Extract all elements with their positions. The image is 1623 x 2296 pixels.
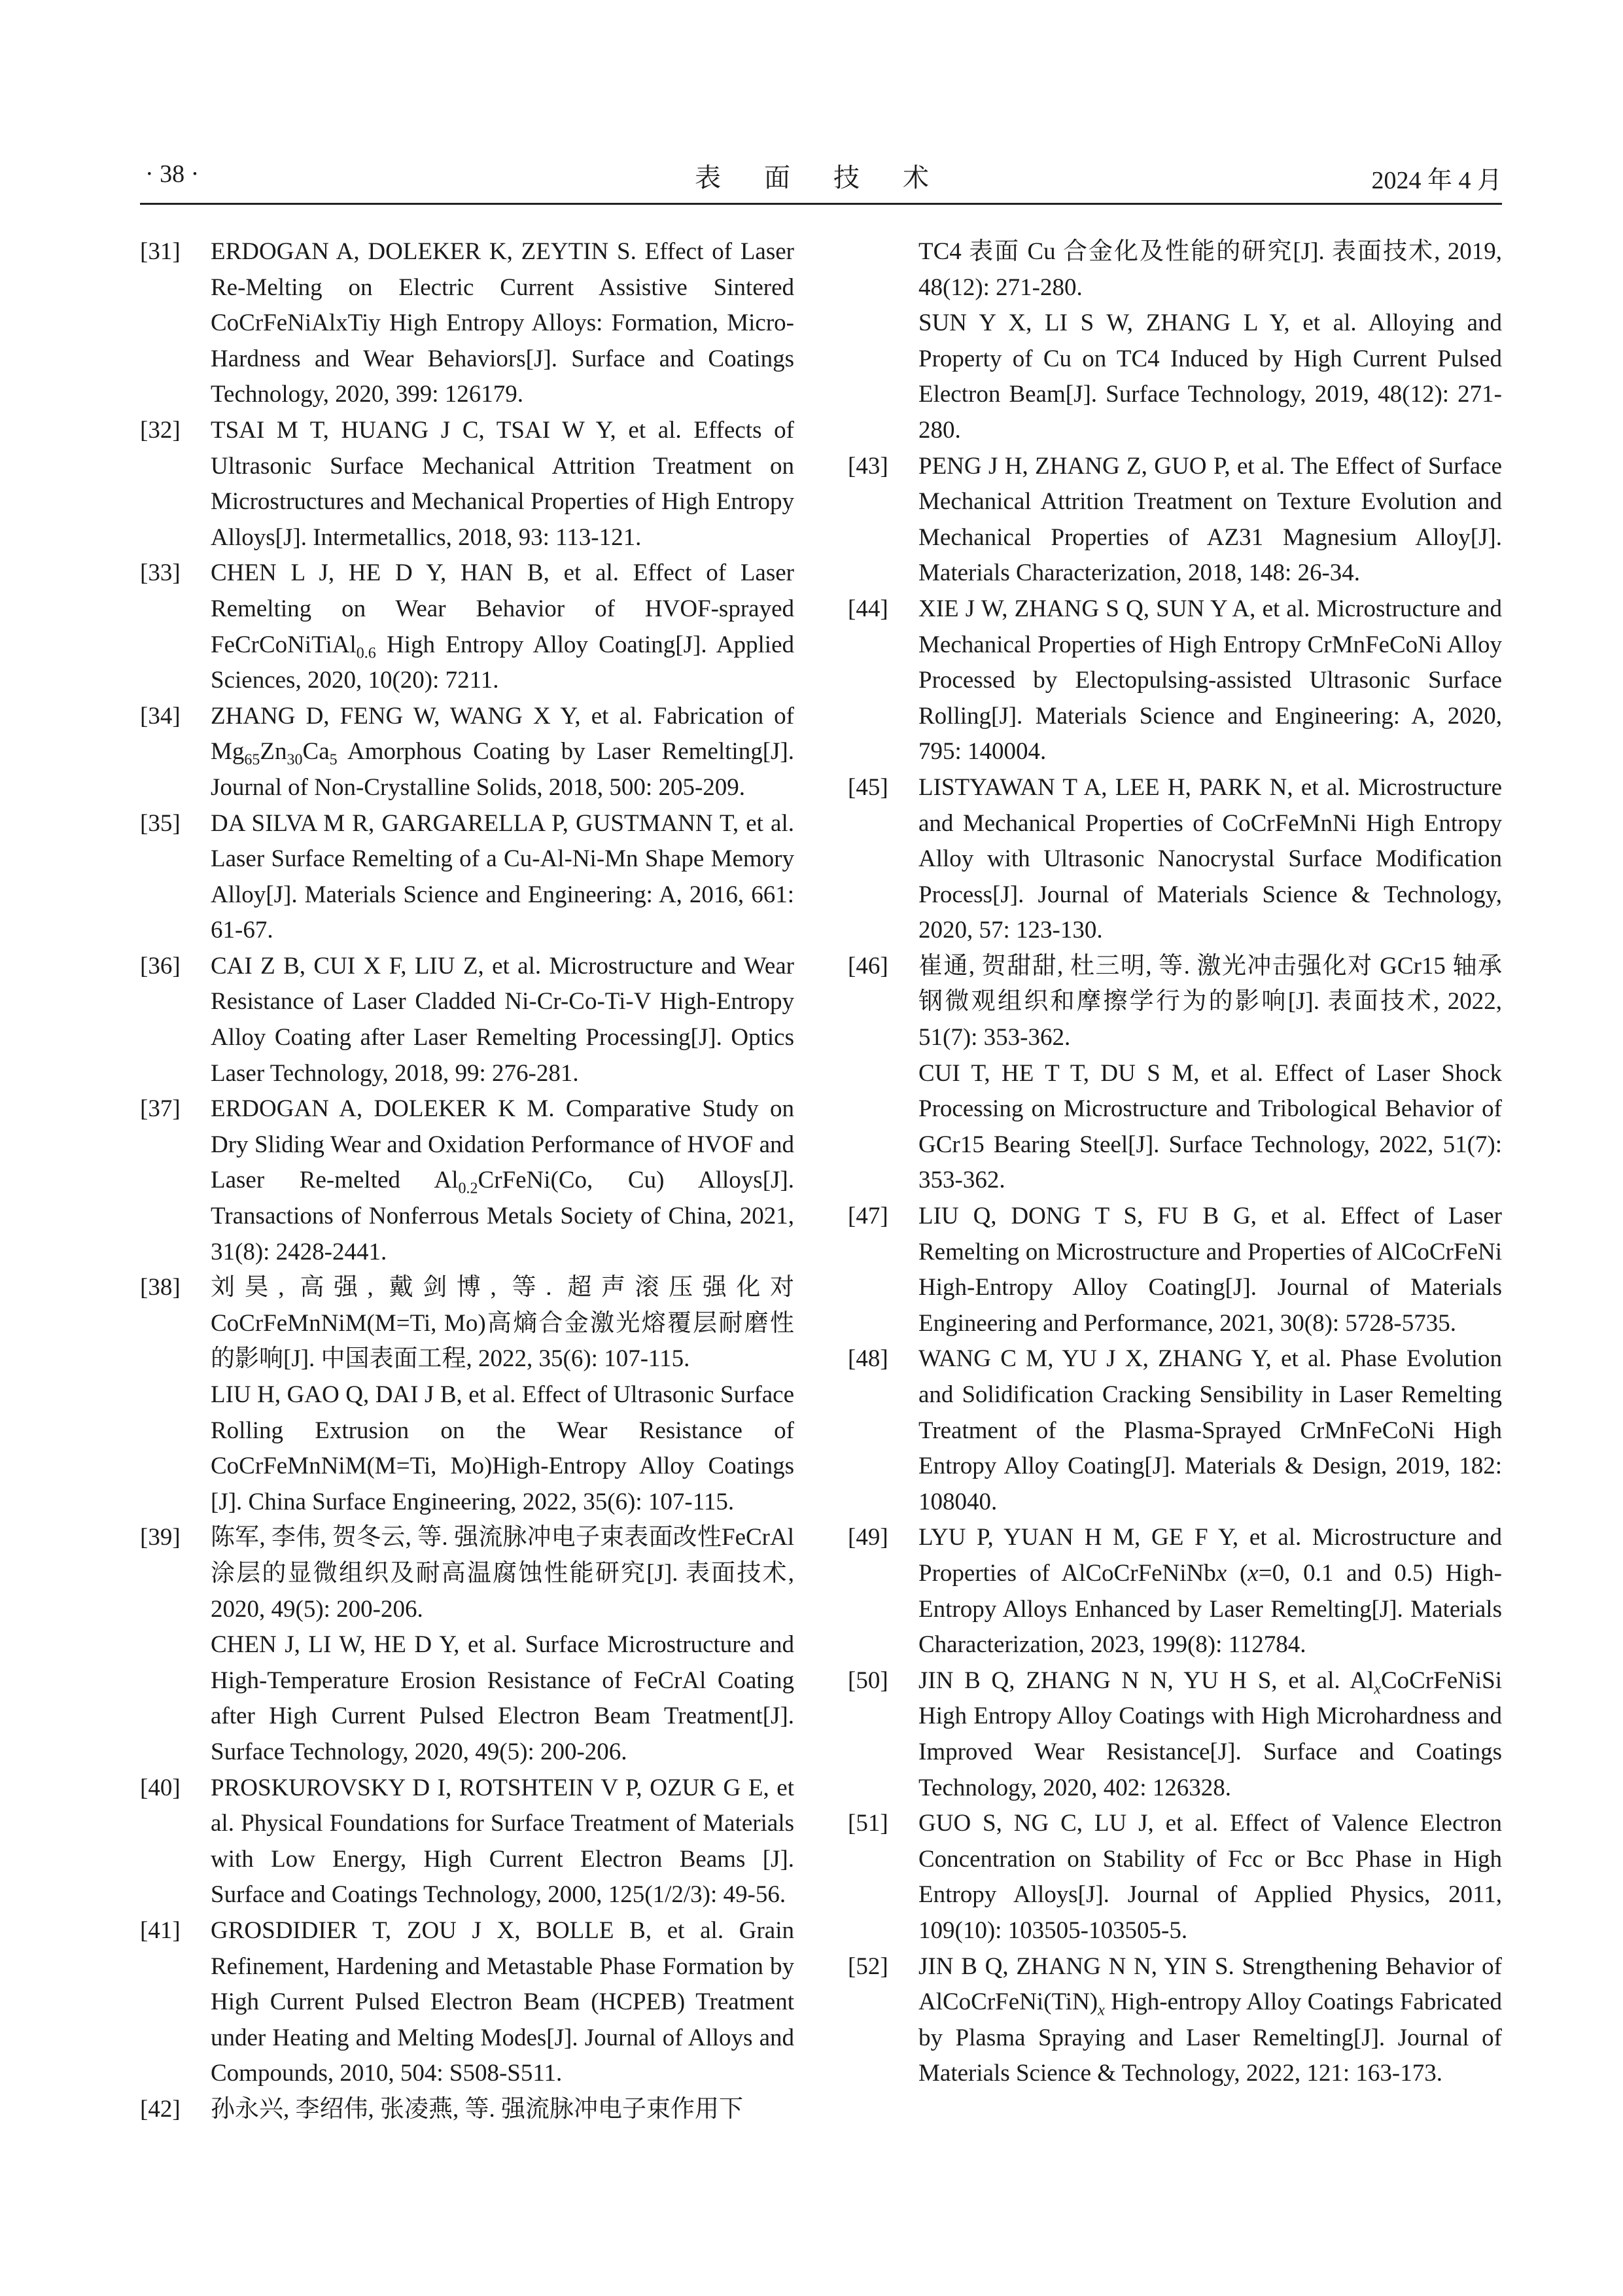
reference-item: [140, 413, 794, 556]
reference-item: [140, 699, 794, 806]
reference-text: LISTYAWAN T A, LEE H, PARK N, et al. Microstructure and Mechanical Properties of CoCrFeMnNi High Entropy Alloy with Ultrasonic Nanocrystal Surface Modification Process[J]. Journal of Materials Science & Technology, 2020, 57: 123-130.: [918, 773, 1502, 944]
reference-number: [34]: [140, 702, 181, 730]
reference-number: [49]: [848, 1524, 888, 1551]
reference-text: XIE J W, ZHANG S Q, SUN Y A, et al. Microstructure and Mechanical Properties of High Entropy CrMnFeCoNi Alloy Processed by Electopulsing-assisted Ultrasonic Surface Rolling[J]. Materials Science and Engineering: A, 2020, 795: 140004.: [918, 595, 1502, 766]
reference-number: [35]: [140, 809, 181, 837]
reference-continuation: [848, 234, 1502, 449]
reference-item: [140, 2092, 794, 2128]
reference-number: [42]: [140, 2095, 181, 2123]
reference-number: [37]: [140, 1095, 181, 1123]
reference-number: [50]: [848, 1667, 888, 1694]
reference-number: [43]: [848, 452, 888, 480]
reference-item: [848, 949, 1502, 1199]
reference-text: JIN B Q, ZHANG N N, YU H S, et al. $Al_xCoCrFeNiSi$ High Entropy Alloy Coatings with High Microhardness and Improved Wear Resistance[J]. Surface and Coatings Technology, 2020, 402: 126328.: [918, 1667, 1502, 1801]
reference-text: GUO S, NG C, LU J, et al. Effect of Valence Electron Concentration on Stability of Fcc or Bcc Phase in High Entropy Alloys[J]. Journal of Applied Physics, 2011, 109(10): 103505-103505-5.: [918, 1810, 1502, 1944]
right-column-references: [848, 234, 1502, 2092]
reference-text: 孙永兴, 李绍伟, 张凌燕, 等. 强流脉冲电子束作用下: [211, 2095, 743, 2123]
reference-text: ZHANG D, FENG W, WANG X Y, et al. Fabrication of $Mg_{65}Zn_{30}Ca_5$ Amorphous Coating by Laser Remelting[J]. Journal of Non-Crystalline Solids, 2018, 500: 205-209.: [211, 702, 794, 801]
reference-number: [38]: [140, 1274, 181, 1301]
reference-text: ERDOGAN A, DOLEKER K, ZEYTIN S. Effect of Laser Re-Melting on Electric Current Assistive Sintered CoCrFeNiAlxTiy High Entropy Alloys: Formation, Micro-Hardness and Wear Behaviors[J]. Surface and Coatings Technology, 2020, 399: 126179.: [211, 238, 794, 408]
reference-text: DA SILVA M R, GARGARELLA P, GUSTMANN T, et al. Laser Surface Remelting of a Cu-Al-Ni-Mn Shape Memory Alloy[J]. Materials Science and Engineering: A, 2016, 661: 61-67.: [211, 809, 794, 944]
reference-number: [47]: [848, 1203, 888, 1230]
reference-text: CHEN L J, HE D Y, HAN B, et al. Effect of Laser Remelting on Wear Behavior of HVOF-sprayed FeCrCoNiTiAl$_{0.6}$ High Entropy Alloy Coating[J]. Applied Sciences, 2020, 10(20): 7211.: [211, 559, 794, 694]
reference-item: [140, 1771, 794, 1913]
reference-number: [32]: [140, 416, 181, 444]
reference-number: [48]: [848, 1345, 888, 1373]
reference-number: [31]: [140, 238, 181, 265]
reference-number: [39]: [140, 1524, 181, 1551]
reference-item: [848, 1663, 1502, 1806]
reference-number: [51]: [848, 1810, 888, 1837]
reference-number: [41]: [140, 1916, 181, 1944]
reference-text: CAI Z B, CUI X F, LIU Z, et al. Microstructure and Wear Resistance of Laser Cladded Ni-Cr-Co-Ti-V High-Entropy Alloy Coating after Laser Remelting Processing[J]. Optics Laser Technology, 2018, 99: 276-281.: [211, 952, 794, 1087]
reference-text: 崔通, 贺甜甜, 杜三明, 等. 激光冲击强化对 GCr15 轴承钢微观组织和摩擦学行为的影响[J]. 表面技术, 2022, 51(7): 353-362.: [918, 952, 1502, 1051]
reference-number: [40]: [140, 1774, 181, 1801]
reference-number: [52]: [848, 1952, 888, 1980]
reference-translation: CHEN J, LI W, HE D Y, et al. Surface Microstructure and High-Temperature Erosion Resistance of FeCrAl Coating after High Current Pulsed Electron Beam Treatment[J]. Surface Technology, 2020, 49(5): 200-206.: [211, 1631, 794, 1765]
reference-item: [140, 1913, 794, 2092]
reference-number: [44]: [848, 595, 888, 622]
reference-item: [140, 806, 794, 949]
reference-text: TSAI M T, HUANG J C, TSAI W Y, et al. Effects of Ultrasonic Surface Mechanical Attrition Treatment on Microstructures and Mechanical Properties of High Entropy Alloys[J]. Intermetallics, 2018, 93: 113-121.: [211, 416, 794, 551]
reference-item: [140, 1091, 794, 1270]
reference-item: [848, 449, 1502, 592]
reference-number: [46]: [848, 952, 888, 980]
reference-text: GROSDIDIER T, ZOU J X, BOLLE B, et al. Grain Refinement, Hardening and Metastable Phase Formation by High Current Pulsed Electron Beam (HCPEB) Treatment under Heating and Melting Modes[J]. Journal of Alloys and Compounds, 2010, 504: S508-S511.: [211, 1916, 794, 2087]
reference-item: [848, 592, 1502, 770]
issue-date: 2024 年 4 月: [1371, 167, 1502, 194]
reference-item: [848, 1520, 1502, 1663]
reference-text: JIN B Q, ZHANG N N, YIN S. Strengthening Behavior of $AlCoCrFeNi(TiN)_x$ High-entropy Alloy Coatings Fabricated by Plasma Spraying and Laser Remelting[J]. Journal of Materials Science & Technology, 2022, 121: 163-173.: [918, 1952, 1502, 2087]
reference-item: [140, 1270, 794, 1520]
reference-translation: CUI T, HE T T, DU S M, et al. Effect of Laser Shock Processing on Microstructure and Tribological Behavior of GCr15 Bearing Steel[J]. Surface Technology, 2022, 51(7): 353-362.: [918, 1059, 1502, 1194]
reference-number: [45]: [848, 773, 888, 801]
reference-item: [848, 1341, 1502, 1520]
reference-number: [36]: [140, 952, 181, 980]
reference-text: LIU Q, DONG T S, FU B G, et al. Effect of Laser Remelting on Microstructure and Properties of AlCoCrFeNi High-Entropy Alloy Coating[J]. Journal of Materials Engineering and Performance, 2021, 30(8): 5728-5735.: [918, 1203, 1502, 1337]
reference-item: [140, 556, 794, 698]
page-header: [140, 157, 1502, 205]
reference-item: [140, 234, 794, 413]
reference-text: 陈军, 李伟, 贺冬云, 等. 强流脉冲电子束表面改性FeCrAl 涂层的显微组织及耐高温腐蚀性能研究[J]. 表面技术, 2020, 49(5): 200-206.: [211, 1524, 794, 1623]
reference-text: ERDOGAN A, DOLEKER K M. Comparative Study on Dry Sliding Wear and Oxidation Performance of HVOF and Laser Re-melted $Al_{0.2}CrFeNi(Co$, Cu) Alloys[J]. Transactions of Nonferrous Metals Society of China, 2021, 31(8): 2428-2441.: [211, 1095, 794, 1265]
reference-translation: SUN Y X, LI S W, ZHANG L Y, et al. Alloying and Property of Cu on TC4 Induced by High Current Pulsed Electron Beam[J]. Surface Technology, 2019, 48(12): 271-280.: [918, 309, 1502, 444]
reference-item: [848, 1806, 1502, 1949]
reference-text: LYU P, YUAN H M, GE F Y, et al. Microstructure and Properties of AlCoCrFeNiNbx (x=0, 0.1 and 0.5) High-Entropy Alloys Enhanced by Laser Remelting[J]. Materials Characterization, 2023, 199(8): 112784.: [918, 1524, 1502, 1659]
reference-item: [140, 949, 794, 1091]
reference-translation: LIU H, GAO Q, DAI J B, et al. Effect of Ultrasonic Surface Rolling Extrusion on the Wear Resistance of CoCrFeMnNiM(M=Ti, Mo)High-Entropy Alloy Coatings [J]. China Surface Engineering, 2022, 35(6): 107-115.: [211, 1381, 794, 1515]
page-number: · 38 ·: [145, 160, 200, 188]
reference-item: [848, 770, 1502, 949]
left-column-references: [140, 234, 794, 2127]
reference-item: [848, 1199, 1502, 1341]
reference-item: [140, 1520, 794, 1770]
journal-title: 表 面 技 术: [695, 163, 947, 192]
reference-number: [33]: [140, 559, 181, 587]
reference-text: 刘昊, 高强, 戴剑博, 等. 超声滚压强化对 CoCrFeMnNiM(M=Ti, Mo)高熵合金激光熔覆层耐磨性的影响[J]. 中国表面工程, 2022, 35(6): 107-115.: [211, 1274, 794, 1373]
reference-text: PENG J H, ZHANG Z, GUO P, et al. The Effect of Surface Mechanical Attrition Treatment on Texture Evolution and Mechanical Properties of AZ31 Magnesium Alloy[J]. Materials Characterization, 2018, 148: 26-34.: [918, 452, 1502, 587]
reference-text: WANG C M, YU J X, ZHANG Y, et al. Phase Evolution and Solidification Cracking Sensibility in Laser Remelting Treatment of the Plasma-Sprayed CrMnFeCoNi High Entropy Alloy Coating[J]. Materials & Design, 2019, 182: 108040.: [918, 1345, 1502, 1515]
reference-item: [848, 1949, 1502, 2092]
reference-text: TC4 表面 Cu 合金化及性能的研究[J]. 表面技术, 2019, 48(12): 271-280.: [918, 238, 1502, 301]
reference-text: PROSKUROVSKY D I, ROTSHTEIN V P, OZUR G E, et al. Physical Foundations for Surface Treatment of Materials with Low Energy, High Current Electron Beams [J]. Surface and Coatings Technology, 2000, 125(1/2/3): 49-56.: [211, 1774, 794, 1909]
